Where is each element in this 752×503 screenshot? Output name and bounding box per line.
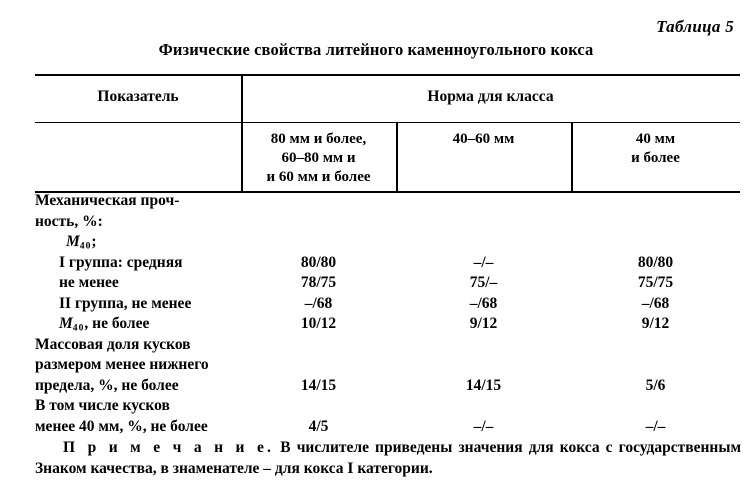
table-row	[35, 253, 740, 274]
table-row	[35, 417, 740, 438]
row-label: предела, %, не более	[35, 376, 179, 394]
row-label: $M_{40}$, не более	[59, 315, 150, 334]
row-value: –/–	[473, 417, 494, 435]
row-value: 5/6	[645, 376, 666, 394]
table-row	[35, 335, 740, 356]
row-value: 75/–	[469, 274, 498, 291]
row-value: 14/15	[465, 376, 502, 394]
table-number-label: Таблица 5	[656, 17, 734, 36]
table-row	[35, 232, 740, 253]
table-row	[35, 355, 740, 376]
row-value: 4/5	[308, 417, 329, 435]
row-value: 9/12	[641, 315, 670, 332]
note-text: В числителе приведены значения для кокса с государственным Знаком качества, в знаменателе – для кокса I категории.	[35, 439, 742, 477]
header-norm-group: Норма для класса	[427, 88, 554, 105]
table-row	[35, 314, 740, 335]
row-value: 78/75	[300, 274, 337, 291]
row-value: 14/15	[300, 376, 337, 394]
row-value: –/68	[469, 294, 498, 312]
row-label: Механическая проч-	[35, 192, 180, 209]
table-top-rule	[35, 74, 740, 76]
row-label: размером менее нижнего	[35, 356, 209, 373]
table-row	[35, 294, 740, 315]
note-lead-label: П р и м е ч а н и е.	[63, 439, 275, 456]
row-value: –/–	[645, 417, 666, 435]
row-label: Массовая доля кусков	[35, 335, 191, 353]
row-label: II группа, не менее	[59, 294, 192, 312]
row-value: –/–	[473, 253, 494, 271]
row-label: $M_{40}$;	[66, 233, 97, 252]
header-class-1: 80 мм и более, 60–80 мм и и 60 мм и более	[266, 131, 371, 185]
row-value: –/68	[641, 294, 670, 312]
row-value: 9/12	[469, 315, 498, 332]
row-label: I группа: средняя	[59, 253, 183, 271]
table-row	[35, 396, 740, 417]
header-indicator: Показатель	[97, 88, 179, 105]
table-note	[35, 437, 741, 479]
table-row	[35, 191, 740, 212]
row-value: 80/80	[300, 253, 337, 271]
row-label: не менее	[59, 274, 119, 291]
properties-table	[35, 74, 740, 435]
row-value: 10/12	[300, 315, 337, 332]
table-row	[35, 376, 740, 397]
row-label: ность, %:	[35, 212, 103, 230]
table-row	[35, 273, 740, 294]
table-body	[35, 191, 740, 437]
table-caption: Физические свойства литейного каменноугольного кокса	[158, 40, 594, 59]
row-value: 80/80	[637, 253, 674, 271]
row-value: –/68	[304, 294, 333, 312]
header-class-2: 40–60 мм	[452, 131, 515, 147]
header-class-3: 40 мм и более	[631, 131, 680, 166]
table-row	[35, 212, 740, 233]
row-label: В том числе кусков	[35, 397, 170, 414]
row-label: менее 40 мм, %, не более	[35, 417, 208, 435]
header-middle-rule	[35, 122, 740, 123]
row-value: 75/75	[637, 274, 674, 291]
